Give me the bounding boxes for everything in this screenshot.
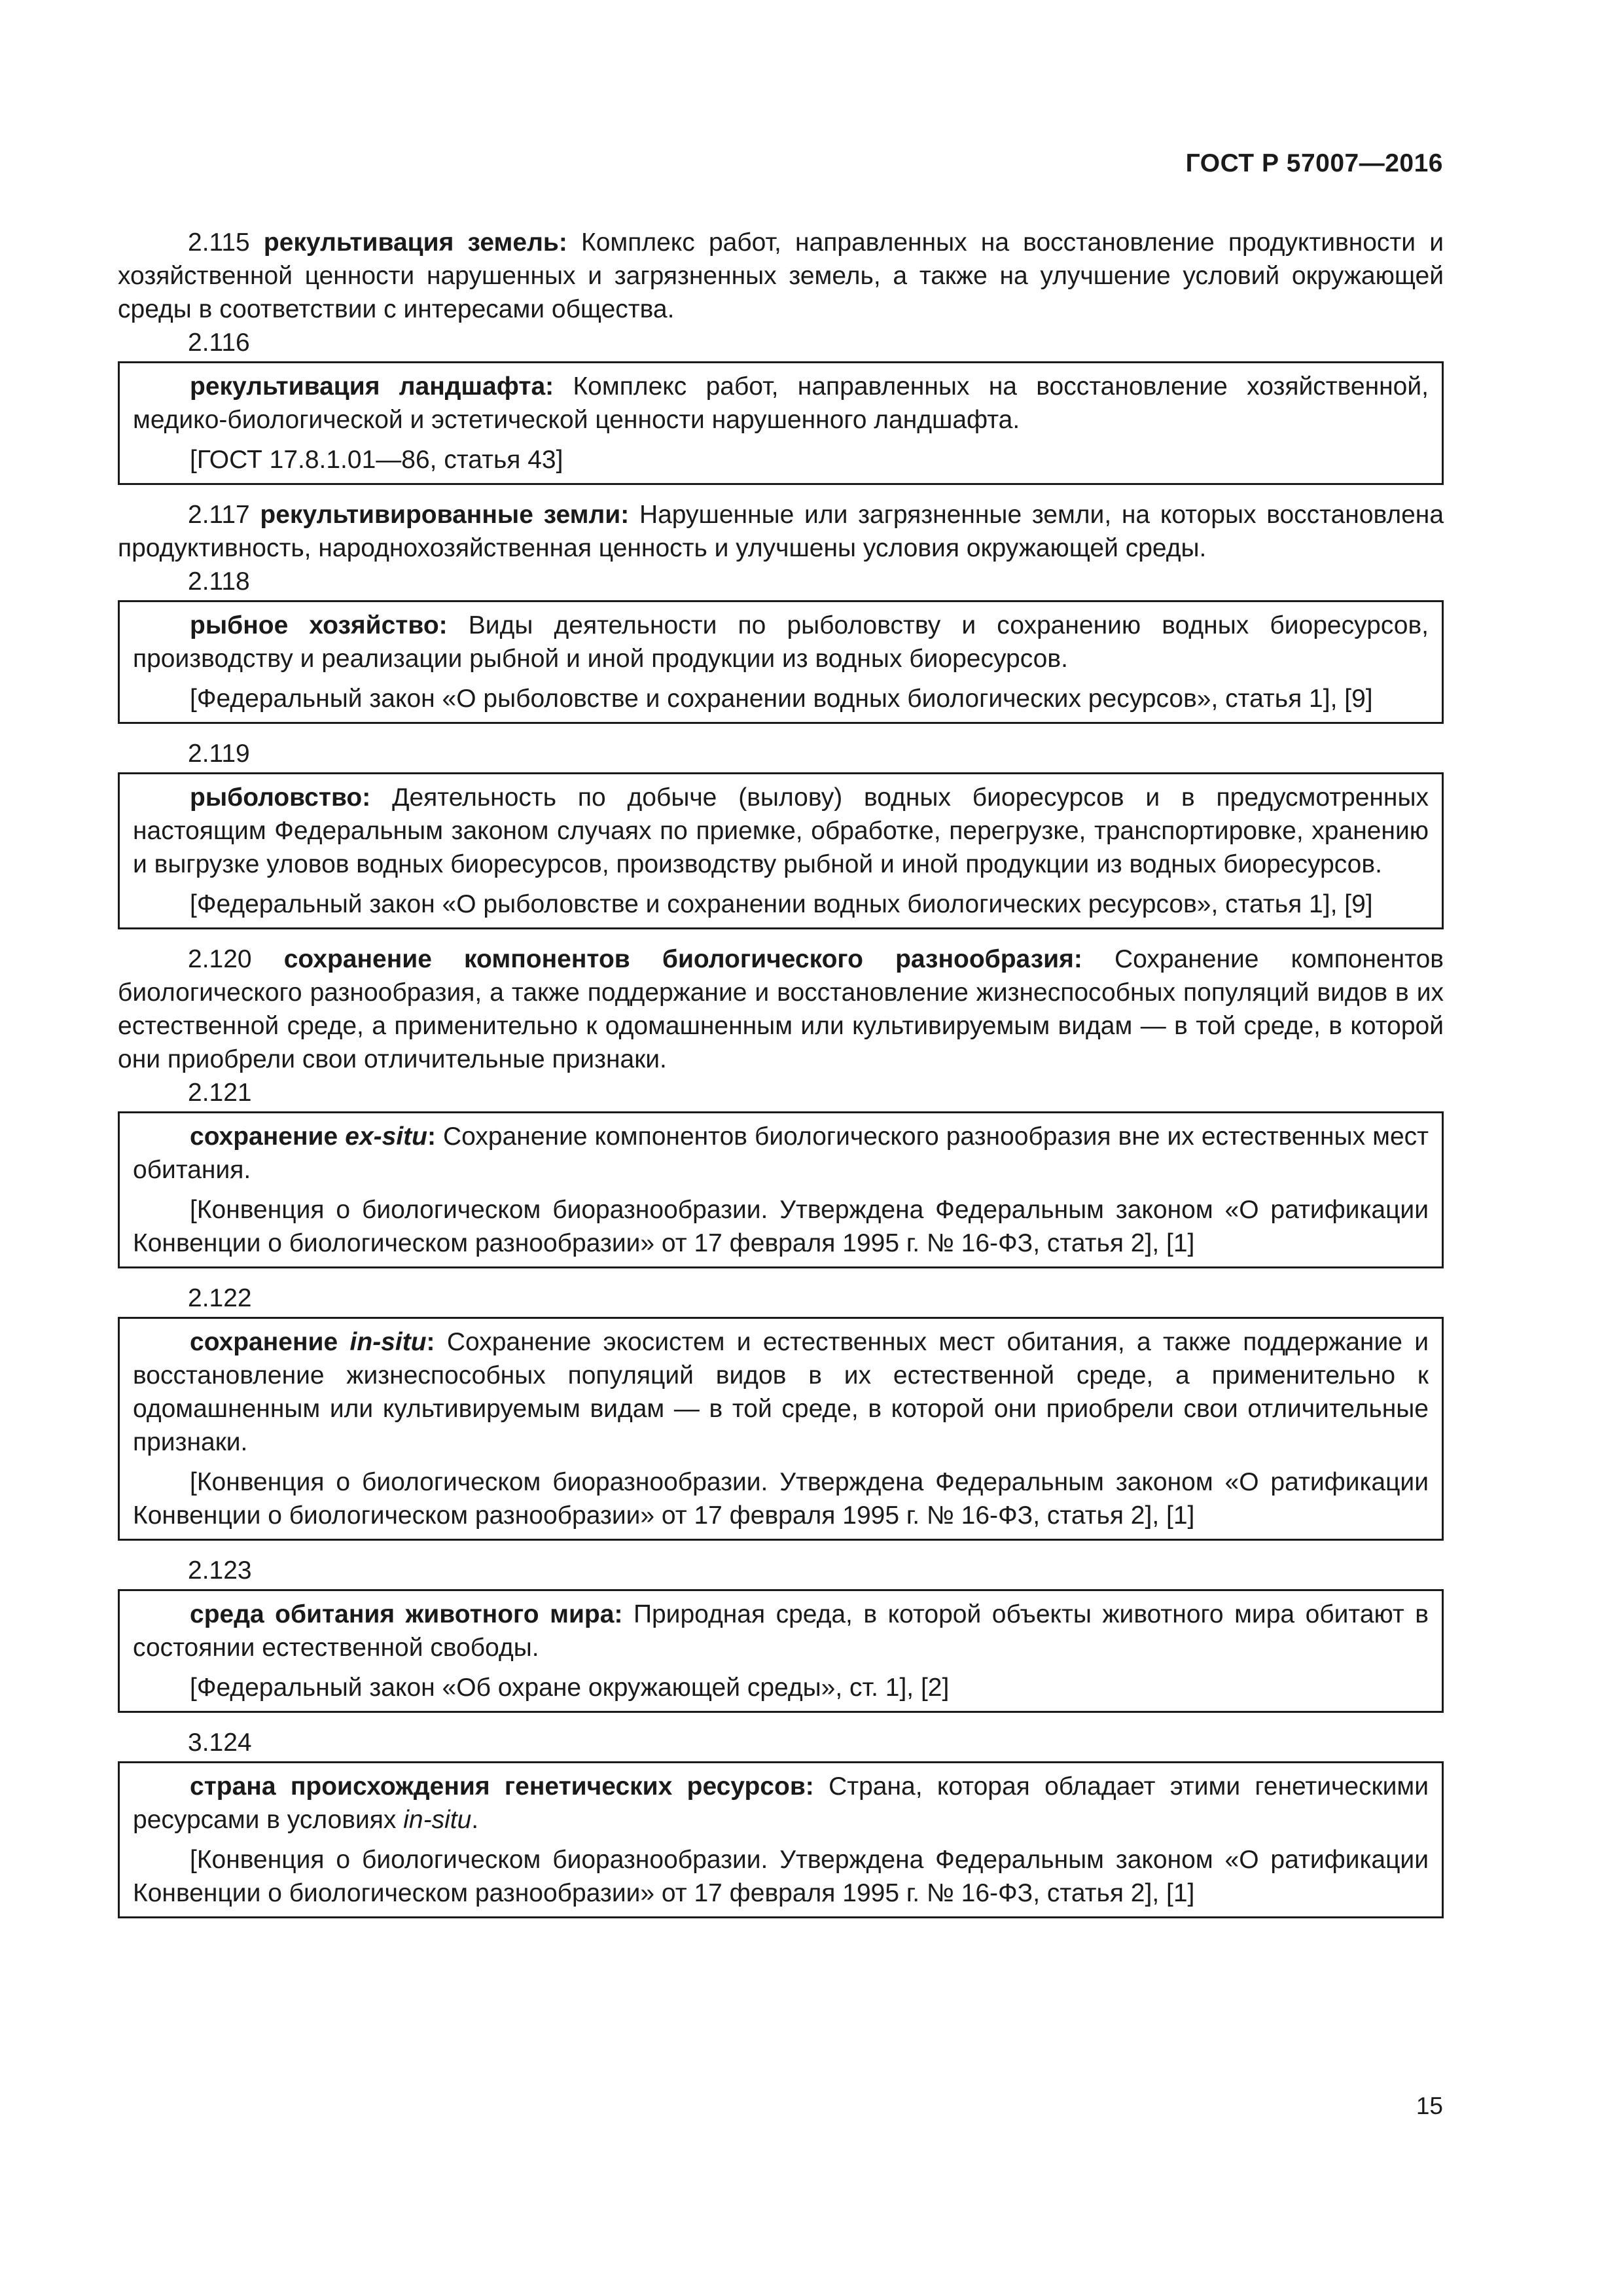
entry-number: 3.124 [188, 1729, 252, 1757]
entry-2-120 [118, 942, 1444, 1076]
entry-2-123-box [118, 1589, 1444, 1713]
definition: Природная среда, в которой объекты животного мира обитают в состоянии естественной свободы. [133, 1600, 1429, 1662]
definition: Сохранение экосистем и естественных мест обитания, а также поддержание и восстановление жизнеспособных популяций видов в их естественной среде, а применительно к одомашненным или культивируемым видам — в той среде, в которой они приобрели свои отличительные признаки. [133, 1328, 1429, 1456]
entry-2-122-box [118, 1317, 1444, 1541]
entry-number: 2.120 [188, 945, 252, 973]
term: рекультивированные земли: [260, 501, 630, 529]
entry-2-119-box [118, 772, 1444, 929]
term: сохранение in-situ: [190, 1328, 435, 1356]
entry-number: 2.115 [188, 228, 250, 257]
entry-number: 2.117 [188, 501, 250, 529]
definition: Комплекс работ, направленных на восстановление хозяйственной, медико-биологической и эстетической ценности нарушенного ландшафта. [133, 372, 1429, 434]
entry-2-117 [118, 498, 1444, 565]
definition: Сохранение компонентов биологического разнообразия, а также поддержание и восстановление жизнеспособных популяций видов в их естественной среде, а применительно к одомашненным или культивируемым видам — в той среде, в которой они приобрели свои отличительные признаки. [118, 945, 1444, 1073]
source-reference: [Конвенция о биологическом биоразнообразии. Утверждена Федеральным законом «О ратификации Конвенции о биологическом разнообразии» от 17 февраля 1995 г. № 16-ФЗ, статья 2], [1] [133, 1468, 1429, 1530]
source-reference: [Федеральный закон «О рыболовстве и сохранении водных биологических ресурсов», статья 1], [9] [190, 890, 1373, 918]
term: сохранение компонентов биологического разнообразия: [283, 945, 1082, 973]
term: рыбное хозяйство: [190, 611, 448, 639]
term: страна происхождения генетических ресурсов: [190, 1772, 814, 1801]
entry-number: 2.121 [188, 1079, 252, 1107]
entry-number: 2.122 [188, 1284, 252, 1312]
entry-number: 2.119 [188, 740, 250, 768]
document-body [118, 226, 1444, 1931]
definition: Нарушенные или загрязненные земли, на которых восстановлена продуктивность, народнохозяйственная ценность и улучшены условия окружающей среды. [118, 501, 1444, 562]
source-reference: [Конвенция о биологическом биоразнообразии. Утверждена Федеральным законом «О ратификации Конвенции о биологическом разнообразии» от 17 февраля 1995 г. № 16-ФЗ, статья 2], [1] [133, 1196, 1429, 1257]
source-reference: [Федеральный закон «Об охране окружающей среды», ст. 1], [2] [190, 1674, 950, 1702]
entry-2-121-box [118, 1111, 1444, 1268]
entry-number: 2.116 [188, 329, 250, 357]
entry-2-116-box [118, 361, 1444, 485]
term: сохранение ex-situ: [190, 1122, 436, 1151]
term: рыболовство: [190, 783, 371, 812]
entry-2-115 [118, 226, 1444, 326]
source-reference: [ГОСТ 17.8.1.01—86, статья 43] [190, 446, 563, 474]
term: среда обитания животного мира: [190, 1600, 623, 1628]
term: рекультивация ландшафта: [190, 372, 554, 401]
document-code: ГОСТ Р 57007—2016 [1185, 149, 1443, 177]
entry-2-118-box [118, 600, 1444, 724]
definition: Сохранение компонентов биологического разнообразия вне их естественных мест обитания. [133, 1122, 1429, 1184]
definition: Деятельность по добыче (вылову) водных биоресурсов и в предусмотренных настоящим Федеральным законом случаях по приемке, обработке, перегрузке, транспортировке, хранению и выгрузке уловов водных биоресурсов, производству рыбной и иной продукции из водных биоресурсов. [133, 783, 1429, 878]
source-reference: [Конвенция о биологическом биоразнообразии. Утверждена Федеральным законом «О ратификации Конвенции о биологическом разнообразии» от 17 февраля 1995 г. № 16-ФЗ, статья 2], [1] [133, 1846, 1429, 1907]
entry-number: 2.123 [188, 1556, 252, 1585]
entry-3-124-box [118, 1761, 1444, 1918]
page-number: 15 [1416, 2092, 1443, 2119]
definition: Виды деятельности по рыболовству и сохранению водных биоресурсов, производству и реализации рыбной и иной продукции из водных биоресурсов. [133, 611, 1429, 673]
term: рекультивация земель: [263, 228, 567, 257]
source-reference: [Федеральный закон «О рыболовстве и сохранении водных биологических ресурсов», статья 1], [9] [190, 685, 1373, 713]
definition: Страна, которая обладает этими генетическими ресурсами в условиях in-situ. [133, 1772, 1429, 1834]
definition: Комплекс работ, направленных на восстановление продуктивности и хозяйственной ценности нарушенных и загрязненных земель, а также на улучшение условий окружающей среды в соответствии с интересами общества. [118, 228, 1444, 323]
entry-number: 2.118 [188, 567, 250, 596]
